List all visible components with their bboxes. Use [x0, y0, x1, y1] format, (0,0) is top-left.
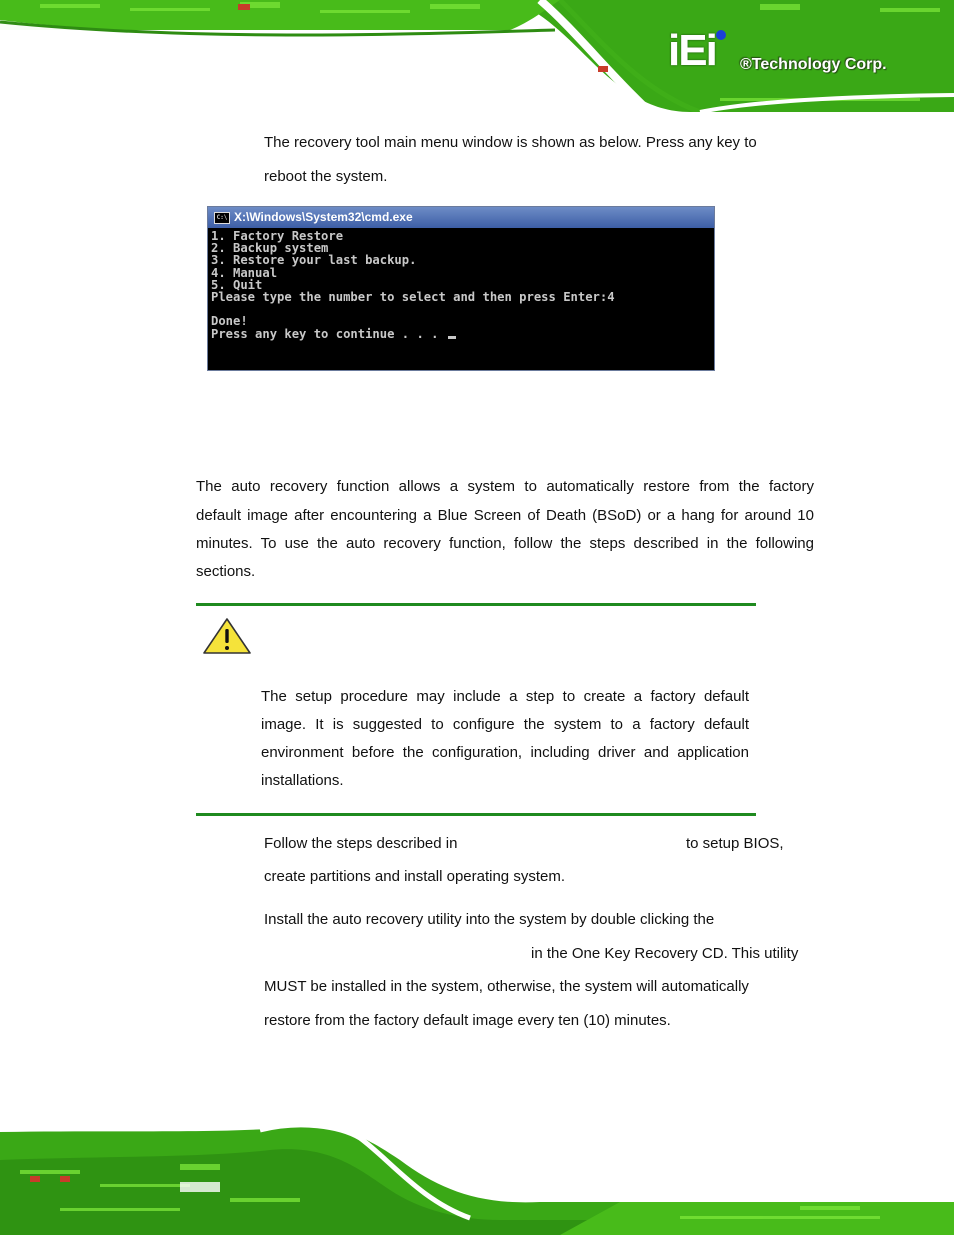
- auto-recovery-line-2: default image after encountering a Blue Screen of Death (BSoD) or a hang for around 10: [196, 507, 814, 524]
- console-line: 2. Backup system: [211, 241, 329, 256]
- step2-line-1: Install the auto recovery utility into the system by double clicking the: [264, 911, 715, 928]
- console-line: 3. Restore your last backup.: [211, 253, 417, 268]
- console-line: 5. Quit: [211, 277, 263, 292]
- caution-top-rule: [196, 603, 756, 606]
- step1-text-a: Follow the steps described in: [264, 835, 458, 852]
- console-window: [207, 206, 715, 371]
- intro-line-1: The recovery tool main menu window is shown as below. Press any key to: [264, 134, 757, 151]
- step2-line-3: MUST be installed in the system, otherwise, the system will automatically: [264, 978, 749, 995]
- step1-text-b: to setup BIOS,: [686, 835, 784, 852]
- console-prompt-line: [211, 328, 711, 340]
- caution-line-2: image. It is suggested to configure the system to a factory default: [261, 716, 749, 733]
- console-line: Done!: [211, 314, 248, 329]
- footer-banner: [0, 1120, 954, 1235]
- console-output: [208, 228, 714, 342]
- circuit-board-footer-image: [0, 1120, 954, 1235]
- cursor-icon: [448, 336, 456, 339]
- step2-line-4: restore from the factory default image every ten (10) minutes.: [264, 1012, 671, 1029]
- caution-line-1: The setup procedure may include a step to create a factory default: [261, 688, 749, 705]
- console-title: X:\Windows\System32\cmd.exe: [234, 210, 413, 224]
- console-line: [211, 303, 711, 315]
- console-line: 4. Manual: [211, 265, 278, 280]
- console-icon: C:\: [214, 212, 230, 224]
- console-title-bar: [208, 207, 714, 228]
- header-banner: [0, 0, 954, 112]
- intro-line-2: reboot the system.: [264, 168, 388, 185]
- caution-bottom-rule: [196, 813, 756, 816]
- warning-icon: [203, 617, 253, 655]
- console-line: Press any key to continue . . .: [211, 326, 446, 341]
- caution-line-4: installations.: [261, 772, 344, 789]
- auto-recovery-line-4: sections.: [196, 563, 256, 580]
- caution-line-3: environment before the configuration, including driver and application: [261, 744, 749, 761]
- console-line: Please type the number to select and then press Enter:4: [211, 289, 615, 304]
- auto-recovery-line-1: The auto recovery function allows a system to automatically restore from the factory: [196, 478, 814, 495]
- step2-line-2: in the One Key Recovery CD. This utility: [531, 945, 799, 962]
- auto-recovery-line-3: minutes. To use the auto recovery function, follow the steps described in the following: [196, 535, 814, 552]
- step1-line-2: create partitions and install operating system.: [264, 868, 565, 885]
- logo-text: ®Technology Corp.: [740, 56, 887, 73]
- iei-logo: [668, 28, 918, 88]
- console-line: 1. Factory Restore: [211, 229, 344, 243]
- logo-mark: iEi: [668, 26, 716, 75]
